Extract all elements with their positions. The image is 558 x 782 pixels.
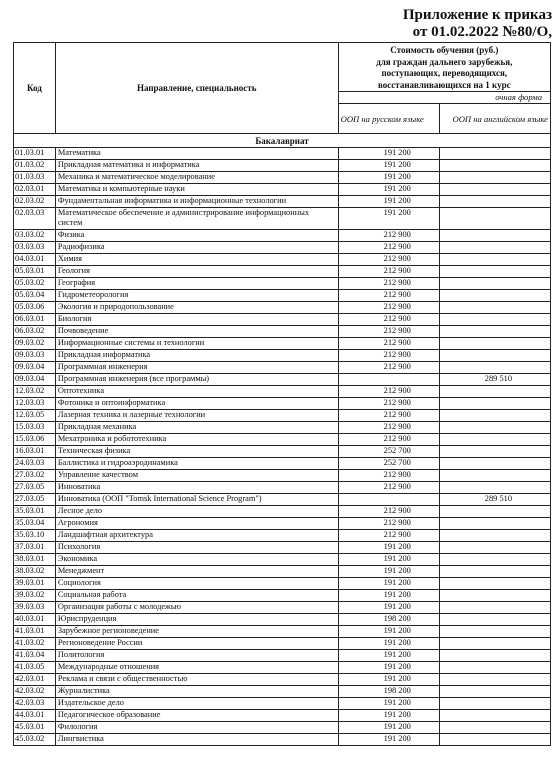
table-body <box>14 134 551 746</box>
russian-price-cell: 212 900 <box>338 242 439 254</box>
code-cell: 27.03.02 <box>14 470 56 482</box>
code-cell: 01.03.02 <box>14 160 56 172</box>
direction-cell: Информационные системы и технологии <box>55 338 338 350</box>
table-row <box>14 374 551 386</box>
english-price-cell <box>439 650 550 662</box>
direction-cell: Издательское дело <box>55 698 338 710</box>
table-row <box>14 148 551 160</box>
direction-cell: Управление качеством <box>55 470 338 482</box>
russian-price-cell: 212 900 <box>338 422 439 434</box>
direction-cell: Радиофизика <box>55 242 338 254</box>
direction-cell: Филология <box>55 722 338 734</box>
direction-cell: Международные отношения <box>55 662 338 674</box>
russian-price-cell: 191 200 <box>338 160 439 172</box>
table-row <box>14 710 551 722</box>
tuition-table <box>13 42 551 746</box>
code-cell: 27.03.05 <box>14 494 56 506</box>
direction-cell: Организация работы с молодежью <box>55 602 338 614</box>
code-cell: 42.03.02 <box>14 686 56 698</box>
direction-cell: Прикладная информатика <box>55 350 338 362</box>
code-cell: 39.03.03 <box>14 602 56 614</box>
code-cell: 45.03.02 <box>14 734 56 746</box>
russian-price-cell: 191 200 <box>338 578 439 590</box>
code-cell: 15.03.06 <box>14 434 56 446</box>
table-row <box>14 338 551 350</box>
table-row <box>14 722 551 734</box>
english-price-cell <box>439 626 550 638</box>
direction-cell: Социальная работа <box>55 590 338 602</box>
code-cell: 05.03.01 <box>14 266 56 278</box>
russian-price-cell: 212 900 <box>338 482 439 494</box>
english-price-cell <box>439 386 550 398</box>
direction-cell: Геология <box>55 266 338 278</box>
table-row <box>14 614 551 626</box>
cost-header-line: для граждан дальнего зарубежья, <box>376 56 513 67</box>
table-row <box>14 362 551 374</box>
russian-price-cell: 212 900 <box>338 230 439 242</box>
english-price-cell <box>439 518 550 530</box>
english-price-cell <box>439 674 550 686</box>
english-program-header: ООП на английском языке <box>439 104 550 134</box>
russian-price-cell: 191 200 <box>338 554 439 566</box>
order-reference: от 01.02.2022 №80/О, <box>412 24 552 40</box>
english-price-cell <box>439 698 550 710</box>
code-cell: 09.03.04 <box>14 362 56 374</box>
english-price-cell <box>439 196 550 208</box>
russian-price-cell: 198 200 <box>338 614 439 626</box>
table-row <box>14 494 551 506</box>
cost-header-line: поступающих, переводящихся, <box>381 68 508 78</box>
code-cell: 35.03.01 <box>14 506 56 518</box>
english-price-cell <box>439 578 550 590</box>
russian-price-cell: 191 200 <box>338 650 439 662</box>
table-row <box>14 470 551 482</box>
english-price-cell <box>439 266 550 278</box>
table-row <box>14 160 551 172</box>
direction-cell: Педагогическое образование <box>55 710 338 722</box>
direction-cell: Журналистика <box>55 686 338 698</box>
table-row <box>14 278 551 290</box>
english-price-cell <box>439 278 550 290</box>
direction-cell: Техническая физика <box>55 446 338 458</box>
code-cell: 05.03.06 <box>14 302 56 314</box>
table-row <box>14 506 551 518</box>
russian-program-header: ООП на русском языке <box>338 104 439 134</box>
table-row <box>14 266 551 278</box>
english-price-cell <box>439 398 550 410</box>
russian-price-cell: 191 200 <box>338 172 439 184</box>
direction-cell: Регионоведение России <box>55 638 338 650</box>
direction-cell: Социология <box>55 578 338 590</box>
english-price-cell <box>439 230 550 242</box>
code-cell: 01.03.01 <box>14 148 56 160</box>
code-cell: 38.03.01 <box>14 554 56 566</box>
table-row <box>14 458 551 470</box>
english-price-cell <box>439 242 550 254</box>
russian-price-cell: 212 900 <box>338 314 439 326</box>
code-cell: 12.03.03 <box>14 398 56 410</box>
code-cell: 09.03.04 <box>14 374 56 386</box>
direction-cell: Программная инженерия (все программы) <box>55 374 338 386</box>
table-row <box>14 314 551 326</box>
table-row <box>14 566 551 578</box>
table-row <box>14 208 551 230</box>
table-row <box>14 242 551 254</box>
code-cell: 35.03.10 <box>14 530 56 542</box>
direction-cell: Зарубежное регионоведение <box>55 626 338 638</box>
table-row <box>14 290 551 302</box>
table-row <box>14 422 551 434</box>
russian-price-cell <box>338 374 439 386</box>
direction-cell: Агрономия <box>55 518 338 530</box>
russian-price-cell: 212 900 <box>338 290 439 302</box>
code-cell: 44.03.01 <box>14 710 56 722</box>
english-price-cell <box>439 302 550 314</box>
direction-cell: Лесное дело <box>55 506 338 518</box>
direction-cell: Менеджмент <box>55 566 338 578</box>
code-cell: 41.03.05 <box>14 662 56 674</box>
russian-price-cell: 212 900 <box>338 530 439 542</box>
code-cell: 02.03.03 <box>14 208 56 230</box>
english-price-cell <box>439 614 550 626</box>
direction-cell: Химия <box>55 254 338 266</box>
english-price-cell <box>439 338 550 350</box>
table-row <box>14 542 551 554</box>
direction-cell: Программная инженерия <box>55 362 338 374</box>
english-price-cell <box>439 410 550 422</box>
russian-price-cell: 191 200 <box>338 542 439 554</box>
english-price-cell <box>439 506 550 518</box>
code-cell: 41.03.01 <box>14 626 56 638</box>
code-cell: 42.03.01 <box>14 674 56 686</box>
russian-price-cell: 191 200 <box>338 566 439 578</box>
code-cell: 01.03.03 <box>14 172 56 184</box>
table-row <box>14 674 551 686</box>
direction-cell: Экономика <box>55 554 338 566</box>
english-price-cell <box>439 148 550 160</box>
russian-price-cell: 212 900 <box>338 338 439 350</box>
code-cell: 38.03.02 <box>14 566 56 578</box>
code-cell: 12.03.02 <box>14 386 56 398</box>
table-row <box>14 434 551 446</box>
table-row <box>14 578 551 590</box>
direction-cell: Физика <box>55 230 338 242</box>
direction-cell: Фундаментальная информатика и информационные технологии <box>55 196 338 208</box>
russian-price-cell: 191 200 <box>338 602 439 614</box>
russian-price-cell: 212 900 <box>338 266 439 278</box>
russian-price-cell: 191 200 <box>338 196 439 208</box>
table-row <box>14 638 551 650</box>
russian-price-cell: 212 900 <box>338 326 439 338</box>
direction-cell: География <box>55 278 338 290</box>
direction-cell: Прикладная механика <box>55 422 338 434</box>
direction-cell: Инноватика <box>55 482 338 494</box>
direction-cell: Реклама и связи с общественностью <box>55 674 338 686</box>
english-price-cell <box>439 470 550 482</box>
direction-cell: Мехатроника и робототехника <box>55 434 338 446</box>
english-price-cell <box>439 722 550 734</box>
russian-price-cell: 212 900 <box>338 518 439 530</box>
direction-cell: Экология и природопользование <box>55 302 338 314</box>
russian-price-cell: 212 900 <box>338 254 439 266</box>
english-price-cell <box>439 172 550 184</box>
english-price-cell <box>439 602 550 614</box>
table-row <box>14 734 551 746</box>
english-price-cell <box>439 254 550 266</box>
direction-column-header: Направление, специальность <box>55 43 338 134</box>
english-price-cell <box>439 350 550 362</box>
russian-price-cell: 252 700 <box>338 458 439 470</box>
section-heading: Бакалавриат <box>14 134 551 148</box>
direction-cell: Юриспруденция <box>55 614 338 626</box>
russian-price-cell: 191 200 <box>338 722 439 734</box>
russian-price-cell: 191 200 <box>338 734 439 746</box>
english-price-cell <box>439 566 550 578</box>
russian-price-cell: 212 900 <box>338 350 439 362</box>
russian-price-cell: 212 900 <box>338 386 439 398</box>
russian-price-cell: 212 900 <box>338 302 439 314</box>
direction-cell: Фотоника и оптоинформатика <box>55 398 338 410</box>
russian-price-cell: 191 200 <box>338 662 439 674</box>
table-row <box>14 326 551 338</box>
russian-price-cell <box>338 494 439 506</box>
code-cell: 02.03.01 <box>14 184 56 196</box>
table-row <box>14 350 551 362</box>
direction-cell: Биология <box>55 314 338 326</box>
direction-cell: Прикладная математика и информатика <box>55 160 338 172</box>
code-cell: 40.03.01 <box>14 614 56 626</box>
table-row <box>14 626 551 638</box>
english-price-cell <box>439 530 550 542</box>
table-row <box>14 398 551 410</box>
table-row <box>14 446 551 458</box>
code-cell: 06.03.02 <box>14 326 56 338</box>
code-cell: 12.03.05 <box>14 410 56 422</box>
code-column-header: Код <box>14 43 56 134</box>
code-cell: 24.03.03 <box>14 458 56 470</box>
russian-price-cell: 212 900 <box>338 410 439 422</box>
cost-column-header <box>338 43 550 92</box>
code-cell: 41.03.02 <box>14 638 56 650</box>
code-cell: 39.03.02 <box>14 590 56 602</box>
code-cell: 41.03.04 <box>14 650 56 662</box>
russian-price-cell: 198 200 <box>338 686 439 698</box>
table-row <box>14 196 551 208</box>
code-cell: 27.03.05 <box>14 482 56 494</box>
table-row <box>14 482 551 494</box>
direction-cell: Математика <box>55 148 338 160</box>
code-cell: 16.03.01 <box>14 446 56 458</box>
table-row <box>14 386 551 398</box>
table-row <box>14 554 551 566</box>
code-cell: 35.03.04 <box>14 518 56 530</box>
russian-price-cell: 212 900 <box>338 434 439 446</box>
english-price-cell <box>439 662 550 674</box>
direction-cell: Гидрометеорология <box>55 290 338 302</box>
english-price-cell <box>439 554 550 566</box>
table-row <box>14 650 551 662</box>
direction-cell: Механика и математическое моделирование <box>55 172 338 184</box>
english-price-cell <box>439 314 550 326</box>
code-cell: 42.03.03 <box>14 698 56 710</box>
cost-header-line: Стоимость обучения (руб.) <box>390 45 499 55</box>
code-cell: 45.03.01 <box>14 722 56 734</box>
table-row <box>14 172 551 184</box>
code-cell: 39.03.01 <box>14 578 56 590</box>
direction-cell: Баллистика и гидроаэродинамика <box>55 458 338 470</box>
appendix-title: Приложение к приказ <box>402 7 552 23</box>
english-price-cell <box>439 458 550 470</box>
direction-cell: Лазерная техника и лазерные технологии <box>55 410 338 422</box>
direction-cell: Математическое обеспечение и администрирование информационных систем <box>55 208 338 230</box>
code-cell: 05.03.02 <box>14 278 56 290</box>
table-row <box>14 302 551 314</box>
table-row <box>14 254 551 266</box>
english-price-cell <box>439 184 550 196</box>
russian-price-cell: 191 200 <box>338 208 439 230</box>
direction-cell: Лингвистика <box>55 734 338 746</box>
table-row <box>14 662 551 674</box>
direction-cell: Почвоведение <box>55 326 338 338</box>
russian-price-cell: 212 900 <box>338 362 439 374</box>
code-cell: 02.03.02 <box>14 196 56 208</box>
english-price-cell <box>439 434 550 446</box>
russian-price-cell: 191 200 <box>338 638 439 650</box>
direction-cell: Психология <box>55 542 338 554</box>
direction-cell: Инноватика (ООП "Tomsk International Science Program") <box>55 494 338 506</box>
russian-price-cell: 191 200 <box>338 674 439 686</box>
english-price-cell <box>439 422 550 434</box>
code-cell: 09.03.03 <box>14 350 56 362</box>
russian-price-cell: 212 900 <box>338 470 439 482</box>
table-row <box>14 518 551 530</box>
english-price-cell <box>439 362 550 374</box>
code-cell: 04.03.01 <box>14 254 56 266</box>
code-cell: 05.03.04 <box>14 290 56 302</box>
code-cell: 06.03.01 <box>14 314 56 326</box>
russian-price-cell: 252 700 <box>338 446 439 458</box>
english-price-cell <box>439 160 550 172</box>
russian-price-cell: 191 200 <box>338 710 439 722</box>
cost-header-line: восстанавливающихся на 1 курс <box>378 79 511 90</box>
table-header <box>14 43 551 134</box>
russian-price-cell: 191 200 <box>338 148 439 160</box>
russian-price-cell: 212 900 <box>338 278 439 290</box>
russian-price-cell: 191 200 <box>338 184 439 196</box>
english-price-cell <box>439 590 550 602</box>
english-price-cell <box>439 290 550 302</box>
english-price-cell <box>439 734 550 746</box>
english-price-cell <box>439 208 550 230</box>
code-cell: 09.03.02 <box>14 338 56 350</box>
russian-price-cell: 191 200 <box>338 626 439 638</box>
english-price-cell: 289 510 <box>439 494 550 506</box>
table-row <box>14 530 551 542</box>
english-price-cell <box>439 446 550 458</box>
english-price-cell: 289 510 <box>439 374 550 386</box>
table-row <box>14 184 551 196</box>
english-price-cell <box>439 542 550 554</box>
study-form-header: очная форма <box>338 92 550 104</box>
direction-cell: Ландшафтная архитектура <box>55 530 338 542</box>
code-cell: 03.03.02 <box>14 230 56 242</box>
code-cell: 15.03.03 <box>14 422 56 434</box>
russian-price-cell: 212 900 <box>338 506 439 518</box>
russian-price-cell: 191 200 <box>338 590 439 602</box>
russian-price-cell: 212 900 <box>338 398 439 410</box>
english-price-cell <box>439 482 550 494</box>
english-price-cell <box>439 326 550 338</box>
table-row <box>14 698 551 710</box>
code-cell: 03.03.03 <box>14 242 56 254</box>
table-row <box>14 602 551 614</box>
english-price-cell <box>439 710 550 722</box>
direction-cell: Политология <box>55 650 338 662</box>
table-row <box>14 410 551 422</box>
table-row <box>14 686 551 698</box>
english-price-cell <box>439 686 550 698</box>
code-cell: 37.03.01 <box>14 542 56 554</box>
table-row <box>14 590 551 602</box>
direction-cell: Математика и компьютерные науки <box>55 184 338 196</box>
english-price-cell <box>439 638 550 650</box>
russian-price-cell: 191 200 <box>338 698 439 710</box>
table-row <box>14 230 551 242</box>
direction-cell: Оптотехника <box>55 386 338 398</box>
